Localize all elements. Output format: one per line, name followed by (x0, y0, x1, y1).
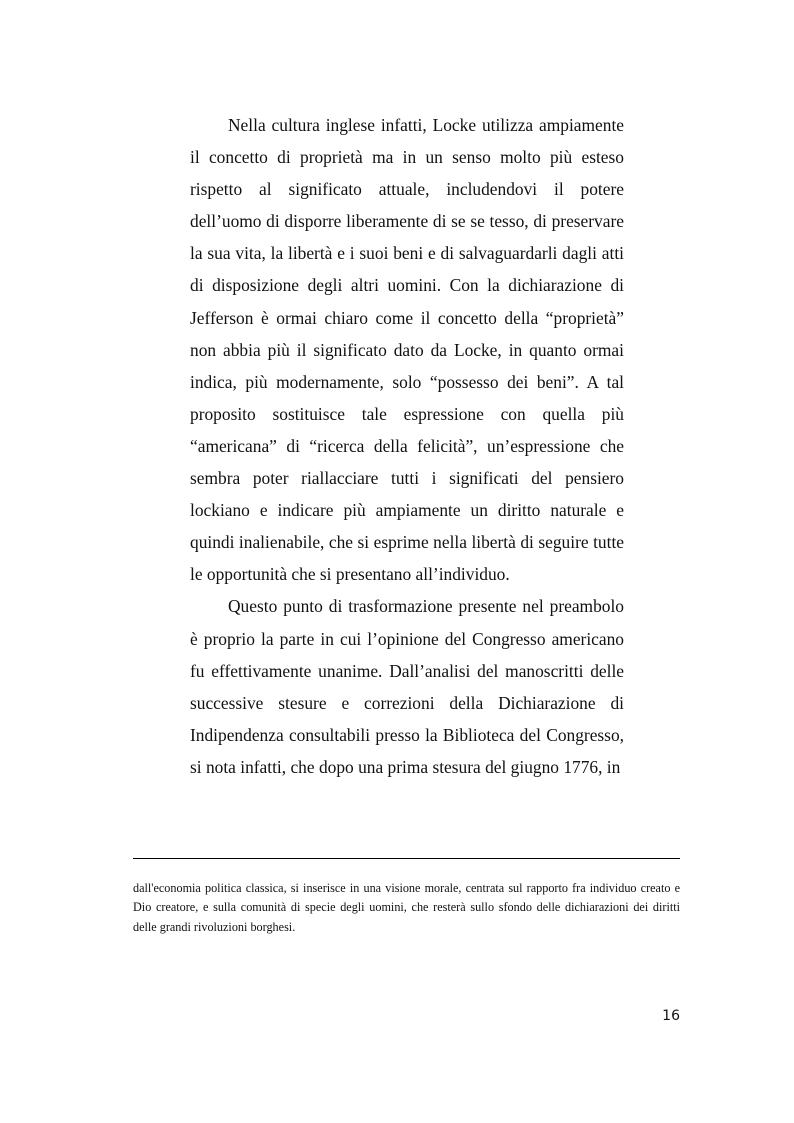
footnote-separator (133, 858, 680, 859)
paragraph-locke: Nella cultura inglese infatti, Locke utilizza ampiamente il concetto di proprietà ma in un senso molto più esteso rispetto al significato attuale, includendovi il potere dell’uomo di disporre liberamente di se se tesso, di preservare la sua vita, la libertà e i suoi beni e di salvaguardarli dagli atti di disposizione degli altri uomini. Con la dichiarazione di Jefferson è ormai chiaro come il concetto della “proprietà” non abbia più il significato dato da Locke, in quanto ormai indica, più modernamente, solo “possesso dei beni”. A tal proposito sostituisce tale espressione con quella più “americana” di “ricerca della felicità”, un’espressione che sembra poter riallacciare tutti i significati del pensiero lockiano e indicare più ampiamente un diritto naturale e quindi inalienabile, che si esprime nella libertà di seguire tutte le opportunità che si presentano all’individuo. (190, 115, 624, 585)
page-number: 16 (662, 1008, 680, 1024)
main-text (190, 109, 624, 783)
paragraph-preambolo: Questo punto di trasformazione presente nel preambolo è proprio la parte in cui l’opinione del Congresso americano fu effettivamente unanime. Dall’analisi del manoscritti delle successive stesure e correzioni della Dichiarazione di Indipendenza consultabili presso la Biblioteca del Congresso, si nota infatti, che dopo una prima stesura del giugno 1776, in (190, 596, 624, 777)
footnote-text: dall'economia politica classica, si inserisce in una visione morale, centrata sul rapporto fra individuo creato e Dio creatore, e sulla comunità di specie degli uomini, che resterà sullo sfondo delle dichiarazioni dei diritti delle grandi rivoluzioni borghesi. (133, 881, 680, 934)
